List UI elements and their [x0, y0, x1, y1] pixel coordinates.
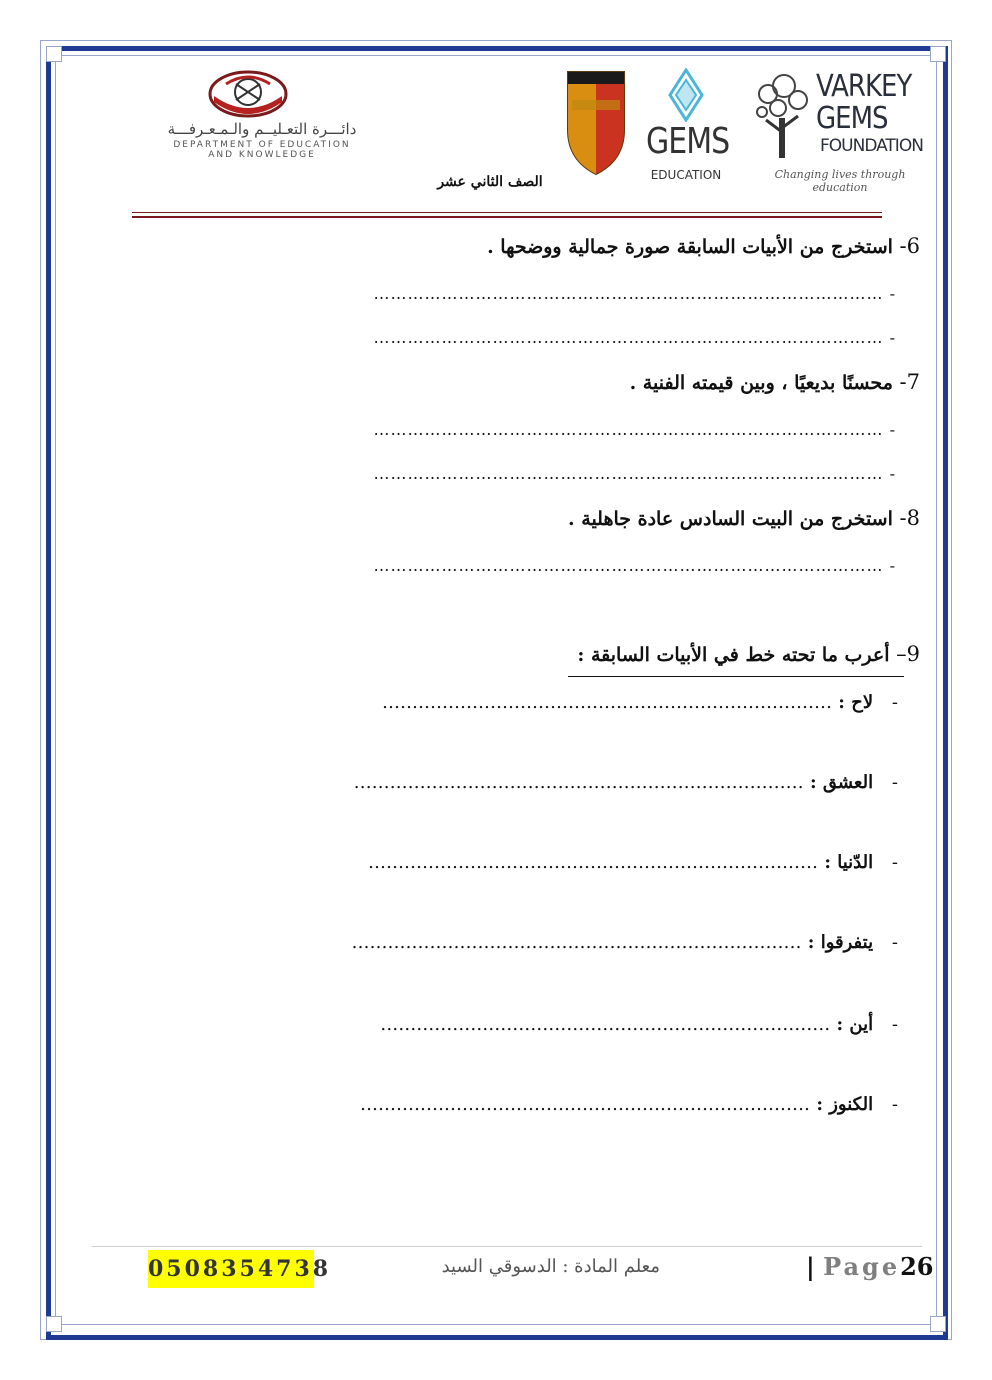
phone-number: 0508354738 [148, 1250, 314, 1288]
corner-ornament [930, 1316, 946, 1332]
question-8: 8- استخرج من البيت السادس عادة جاهلية . [568, 506, 920, 530]
adek-arabic-name: دائـــرة التعـليــم والـمـعـرفـــة [167, 120, 357, 138]
footer-rule [92, 1246, 922, 1247]
teacher-name: معلم المادة : الدسوقي السيد [441, 1256, 660, 1277]
tree-icon [754, 72, 810, 162]
parse-item[interactable]: - أين : ………………………………………………………………… [380, 1014, 898, 1035]
question-9-underline [568, 676, 904, 677]
parse-item[interactable]: - الدّنيا : ………………………………………………………………… [368, 852, 898, 873]
grade-label: الصف الثاني عشر [437, 174, 543, 190]
varkey-line-2: GEMS [816, 101, 888, 137]
parse-item[interactable]: - العشق : ………………………………………………………………… [353, 772, 898, 793]
diamond-icon [668, 68, 704, 122]
page-number: | Page26 [806, 1252, 934, 1281]
header-divider [132, 216, 882, 218]
answer-line[interactable]: - ……………………………………………………………………………… [373, 284, 896, 303]
varkey-logo [754, 69, 926, 194]
corner-ornament [930, 46, 946, 62]
question-7: 7- محسنًا بديعيًا ، وبين قيمته الفنية . [629, 370, 920, 394]
parse-item[interactable]: - الكنوز : ………………………………………………………………… [360, 1094, 898, 1115]
corner-ornament [46, 1316, 62, 1332]
answer-line[interactable]: - ……………………………………………………………………………… [373, 328, 896, 347]
answer-line[interactable]: - ……………………………………………………………………………… [373, 420, 896, 439]
question-9: 9– أعرب ما تحته خط في الأبيات السابقة : [577, 642, 920, 666]
question-6: 6- استخرج من الأبيات السابقة صورة جمالية ووضحها . [487, 234, 920, 258]
parse-item[interactable]: - لاح : ………………………………………………………………… [382, 692, 898, 713]
school-shield-icon [566, 70, 626, 176]
adek-logo [92, 70, 432, 160]
header-divider [132, 212, 882, 213]
answer-line[interactable]: - ……………………………………………………………………………… [373, 556, 896, 575]
gems-logo [646, 68, 730, 184]
parse-item[interactable]: - يتفرقوا : ………………………………………………………………… [351, 932, 898, 953]
gems-sub: EDUCATION [650, 168, 722, 182]
header [60, 60, 932, 220]
varkey-line-1: VARKEY [816, 69, 912, 105]
falcon-emblem-icon [208, 70, 288, 120]
varkey-tagline: Changing lives through education [774, 168, 906, 194]
adek-english-name: DEPARTMENT OF EDUCATION AND KNOWLEDGE [173, 140, 351, 160]
varkey-line-3: FOUNDATION [820, 136, 923, 156]
answer-line[interactable]: - ……………………………………………………………………………… [373, 464, 896, 483]
gems-name: GEMS [646, 120, 730, 163]
